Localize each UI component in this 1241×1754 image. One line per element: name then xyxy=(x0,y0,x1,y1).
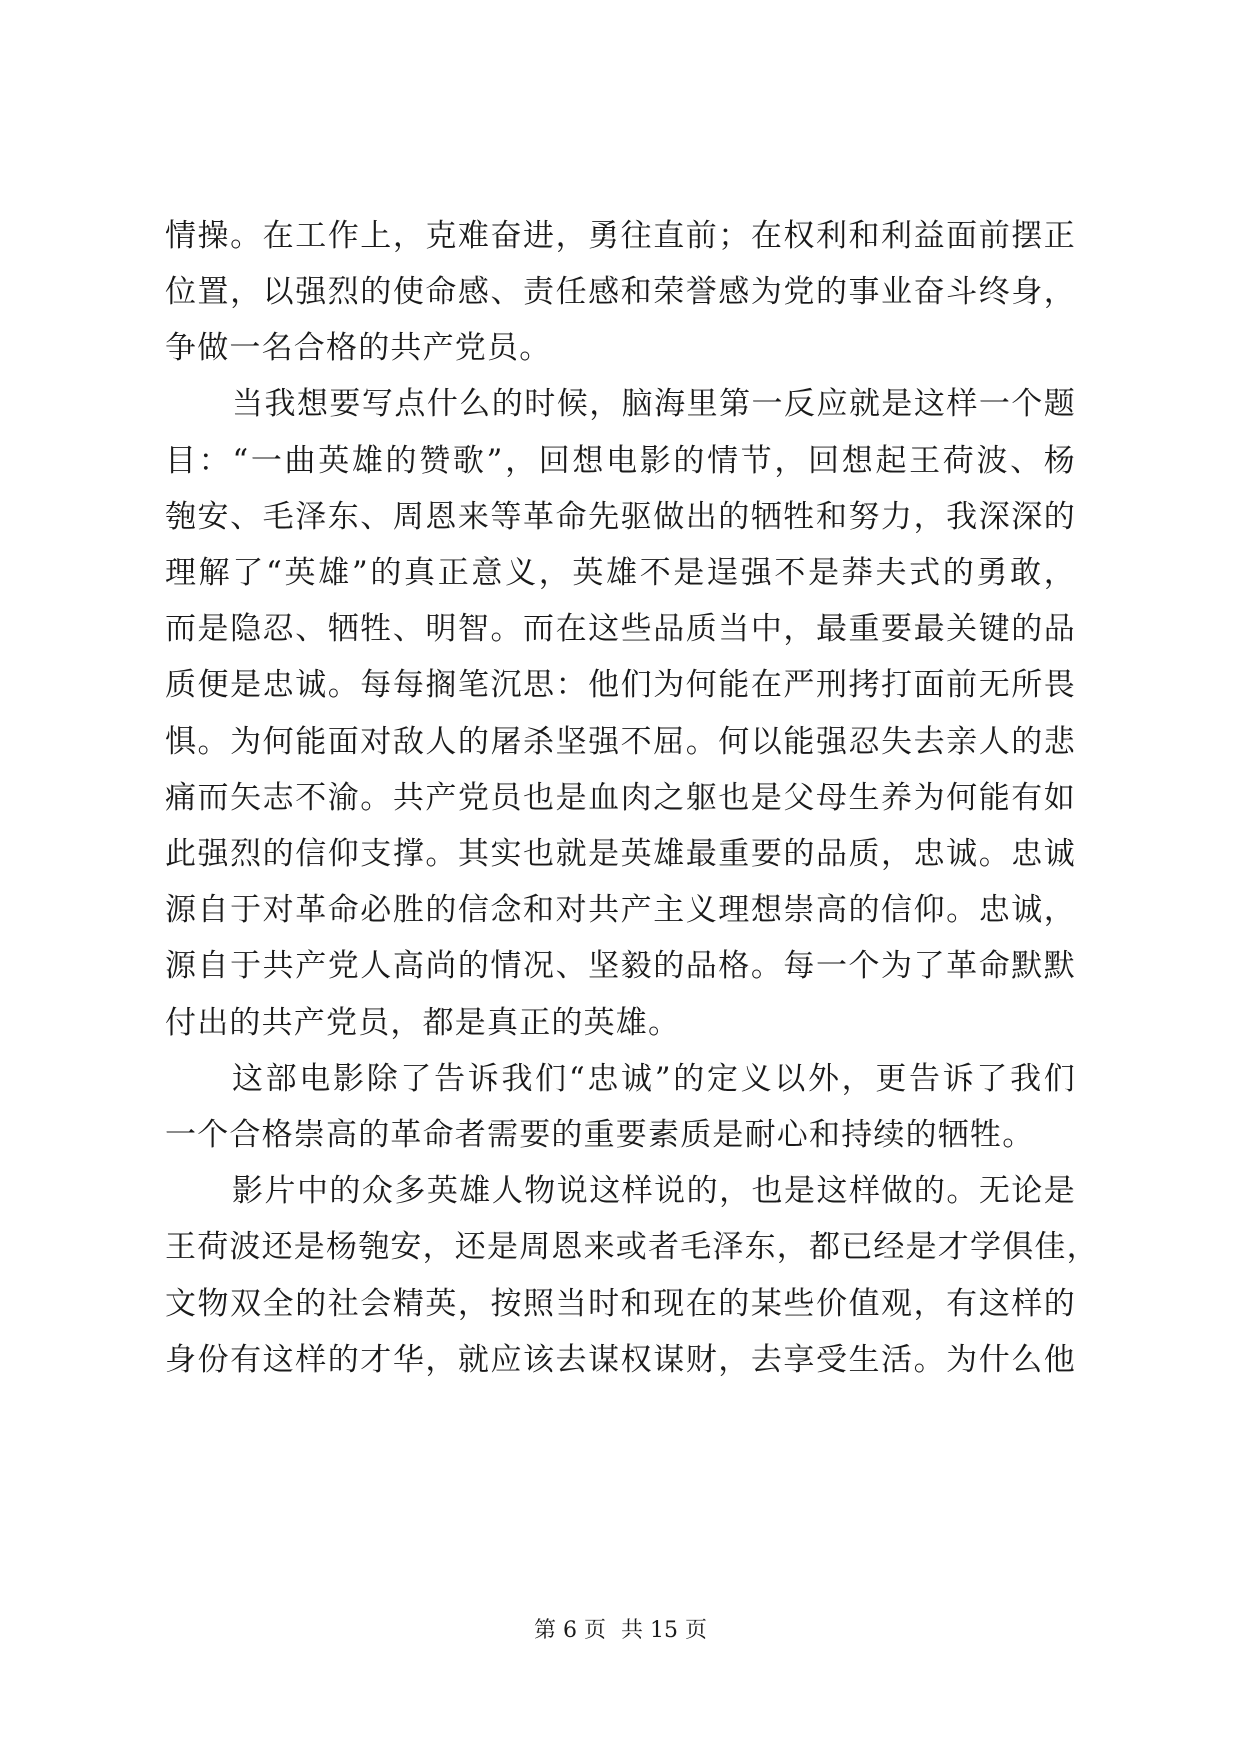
page-number: 第 6 页 xyxy=(534,1618,606,1643)
page-footer xyxy=(0,1616,1241,1646)
text-line: 痛而矢志不渝。共产党员也是血肉之躯也是父母生养为何能有如 xyxy=(165,780,1076,816)
text-line: 目：“一曲英雄的赞歌”，回想电影的情节，回想起王荷波、杨 xyxy=(165,443,1076,479)
text-line: 影片中的众多英雄人物说这样说的，也是这样做的。无论是 xyxy=(232,1173,1076,1209)
text-line: 这部电影除了告诉我们“忠诚”的定义以外，更告诉了我们 xyxy=(232,1061,1076,1097)
text-line: 源自于对革命必胜的信念和对共产主义理想崇高的信仰。忠诚， xyxy=(165,892,1076,928)
text-line: 情操。在工作上，克难奋进，勇往直前；在权利和利益面前摆正 xyxy=(165,218,1076,254)
text-line: 源自于共产党人高尚的情况、坚毅的品格。每一个为了革命默默 xyxy=(165,948,1076,984)
text-line: 一个合格崇高的革命者需要的重要素质是耐心和持续的牺牲。 xyxy=(165,1117,1035,1153)
text-line: 此强烈的信仰支撑。其实也就是英雄最重要的品质，忠诚。忠诚 xyxy=(165,836,1076,872)
text-line: 而是隐忍、牺牲、明智。而在这些品质当中，最重要最关键的品 xyxy=(165,611,1076,647)
text-line: 付出的共产党员，都是真正的英雄。 xyxy=(165,1005,681,1041)
text-line: 质便是忠诚。每每搁笔沉思：他们为何能在严刑拷打面前无所畏 xyxy=(165,667,1076,703)
text-line: 惧。为何能面对敌人的屠杀坚强不屈。何以能强忍失去亲人的悲 xyxy=(165,724,1076,760)
text-line: 王荷波还是杨匏安，还是周恩来或者毛泽东，都已经是才学俱佳， xyxy=(165,1229,1099,1265)
text-line: 身份有这样的才华，就应该去谋权谋财，去享受生活。为什么他 xyxy=(165,1342,1076,1378)
text-line: 理解了“英雄”的真正意义，英雄不是逞强不是莽夫式的勇敢， xyxy=(165,555,1076,591)
text-line: 争做一名合格的共产党员。 xyxy=(165,330,552,366)
text-line: 位置，以强烈的使命感、责任感和荣誉感为党的事业奋斗终身， xyxy=(165,274,1076,310)
text-line: 匏安、毛泽东、周恩来等革命先驱做出的牺牲和努力，我深深的 xyxy=(165,499,1076,535)
text-line: 文物双全的社会精英，按照当时和现在的某些价值观，有这样的 xyxy=(165,1286,1076,1322)
text-line: 当我想要写点什么的时候，脑海里第一反应就是这样一个题 xyxy=(232,386,1076,422)
page-total: 共 15 页 xyxy=(621,1618,707,1643)
